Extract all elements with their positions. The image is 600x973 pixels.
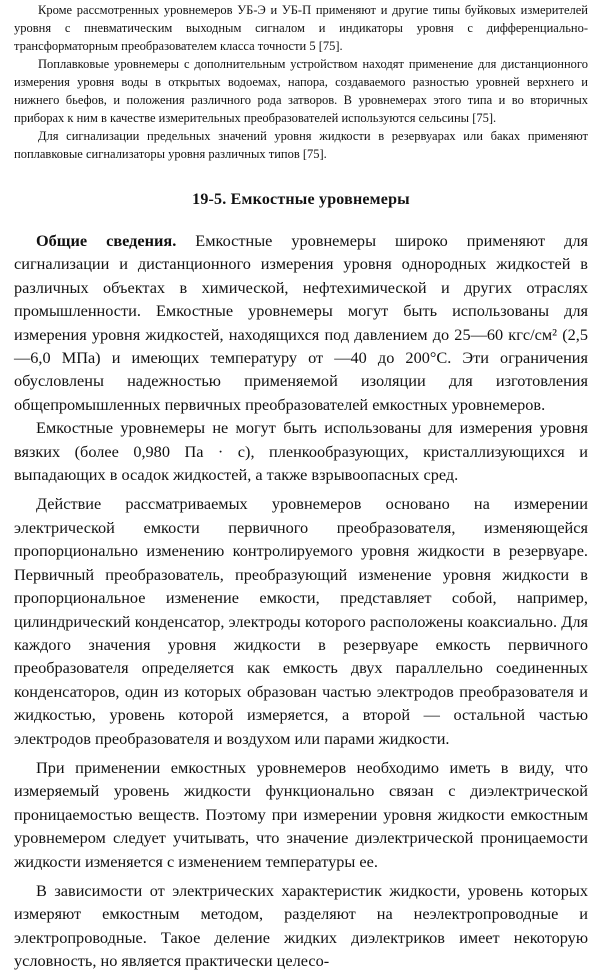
paragraph-limitations: Емкостные уровнемеры не могут быть использованы для измерения уровня вязких (более 0,980 Па · с), пленкообразующих, кристаллизующихся и выпадающих в осадок жидкостей, а также взрывоопасных сред. [14,418,588,485]
paragraph-ub-level-gauges: Кроме рассмотренных уровнемеров УБ-Э и УБ-П применяют и другие типы буйковых измерителей уровня с пневматическим выходным сигналом и индикаторы уровня с дифференциально-трансформаторным преобразователем класса точности 5 [75]. [14,3,588,53]
paragraph-float-level-gauges: Поплавковые уровнемеры с дополнительным устройством находят применение для дистанционного измерения уровня воды в открытых водоемах, напора, создаваемого разностью уровней верхнего и нижнего бьефов, и положения различного рода затворов. В уровнемерах этого типа и во вторичных приборах к ним в качестве измерительных преобразователей используются сельсины [75]. [14,57,588,125]
paragraph-dielectric-permittivity: При применении емкостных уровнемеров необходимо иметь в виду, что измеряемый уровень жидкости функционально связан с диэлектрической проницаемостью веществ. Поэтому при измерении уровня жидкости емкостным уровнемером следует учитывать, что значение диэлектрической проницаемости жидкости изменяется с изменением температуры ее. [14,757,588,871]
general-info-text: Емкостные уровнемеры широко применяют для сигнализации и дистанционного измерения уровня однородных жидкостей в различных объектах в химической, нефтехимической и других отраслях промышленности. Емкостные уровнемеры могут быть использованы для измерения уровня жидкостей, находящихся под давлением до 25—60 кгс/см² (2,5—6,0 МПа) и имеющих температуру от —40 до 200°С. Эти ограничения обусловлены надежностью применяемой изоляции для изготовления общепромышленных первичных преобразователей емкостных уровнемеров. [14,231,588,414]
paragraph-operating-principle: Действие рассматриваемых уровнемеров основано на измерении электрической емкости первичного преобразователя, изменяющейся пропорционально изменению контролируемого уровня жидкости в резервуаре. Первичный преобразователь, преобразующий изменение уровня жидкости в пропорциональное изменение емкости, представляет собой, например, цилиндрический конденсатор, электроды которого расположены коаксиально. Для каждого значения уровня жидкости в резервуаре емкость первичного преобразователя определяется как емкость двух параллельно соединенных конденсаторов, один из которых образован частью электродов преобразователя и жидкостью, уровень которой измеряется, а второй — остальной частью электродов преобразователя и воздухом или парами жидкости. [14,494,588,748]
run-in-heading: Общие сведения. [36,231,177,250]
section-heading: 19-5. Емкостные уровнемеры [192,191,410,208]
paragraph-general-info [14,229,588,416]
paragraph-float-alarms: Для сигнализации предельных значений уровня жидкости в резервуарах или баках применяют поплавковые сигнализаторы уровня различных типов [75]. [14,129,588,161]
paragraph-liquid-classification: В зависимости от электрических характеристик жидкости, уровень которых измеряют емкостным методом, разделяют на неэлектропроводные и электропроводные. Такое деление жидких диэлектриков имеет некоторую условность, но является практически целесо- [14,880,588,971]
